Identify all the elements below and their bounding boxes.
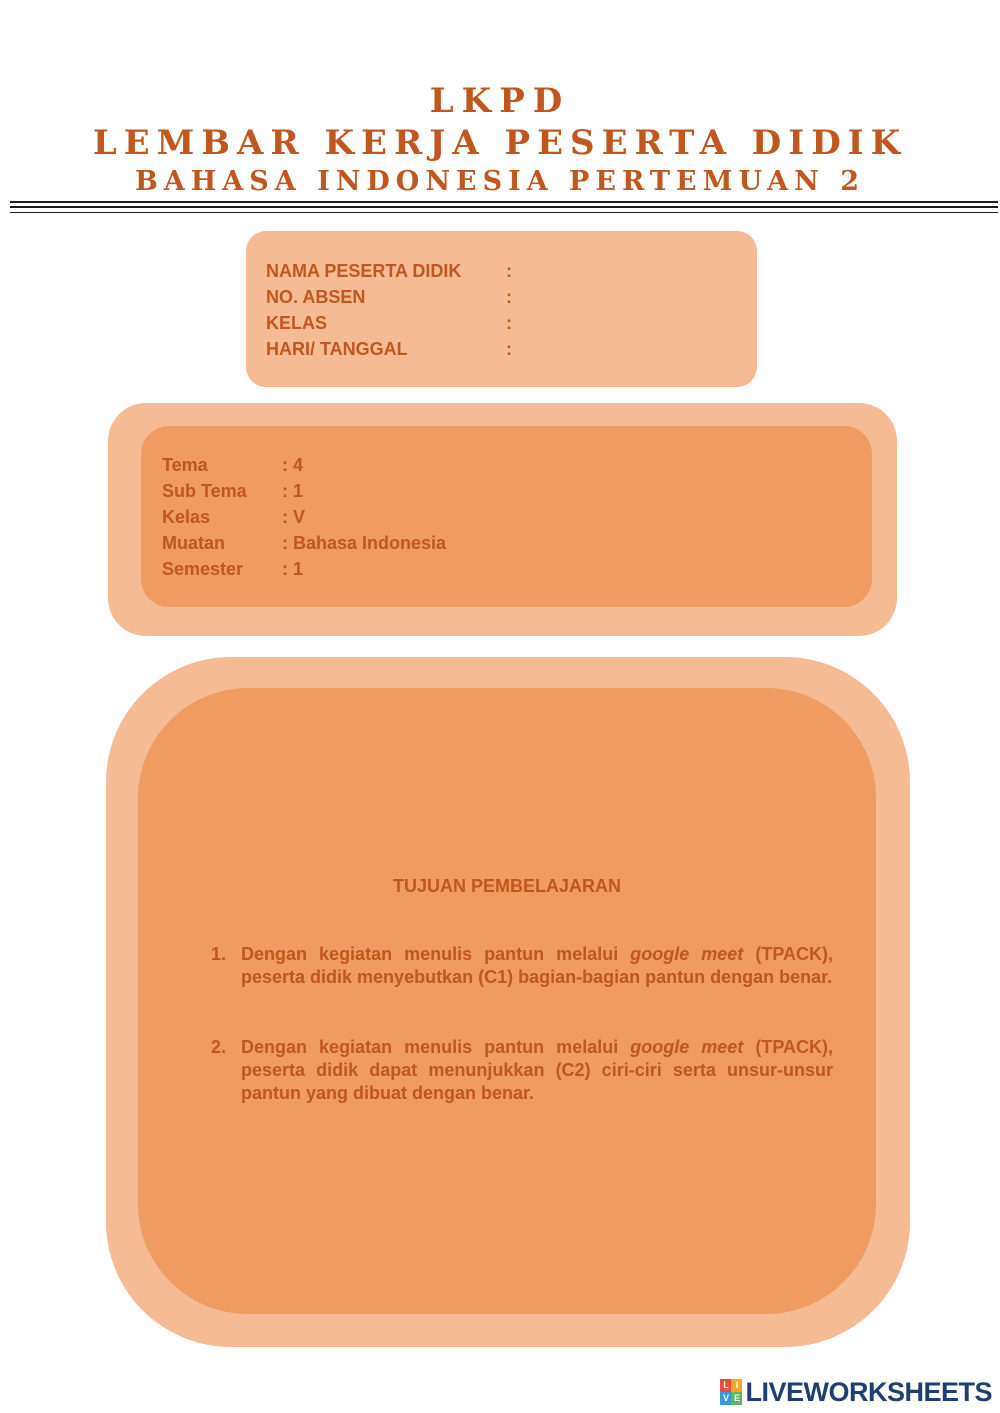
header-title-lkpd: LKPD — [429, 81, 571, 121]
subject-row-kelas — [162, 504, 305, 530]
subject-label: Tema — [162, 455, 208, 475]
objective-text-end: (TPACK), peserta didik menyebutkan (C1) bagian-bagian pantun dengan benar. — [241, 944, 834, 987]
watermark-text: LIVEWORKSHEETS — [745, 1376, 992, 1407]
subject-value: : 1 — [282, 481, 304, 501]
subject-row-tema — [162, 452, 303, 478]
identity-separator: : — [506, 313, 512, 333]
identity-label-kelas: KELAS — [266, 313, 328, 333]
objective-number: 2. — [211, 1037, 227, 1057]
objective-text — [241, 1036, 833, 1105]
objective-text-end: (TPACK), peserta didik dapat menunjukkan (C2) ciri-ciri serta unsur-unsur pantun yang dibuat dengan benar. — [241, 1037, 834, 1103]
logo-letter: I — [731, 1379, 742, 1392]
identity-row-name — [266, 258, 512, 284]
subject-label: Muatan — [162, 533, 225, 553]
identity-label-name: NAMA PESERTA DIDIK — [266, 261, 462, 281]
header-subtitle: BAHASA INDONESIA PERTEMUAN 2 — [135, 166, 865, 197]
objectives-title: TUJUAN PEMBELAJARAN — [392, 876, 621, 896]
subject-label: Sub Tema — [162, 481, 247, 501]
objective-item-1 — [211, 943, 833, 989]
header-title-full: LEMBAR KERJA PESERTA DIDIK — [92, 123, 908, 163]
subject-info-box — [108, 403, 897, 636]
subject-row-subtema — [162, 478, 303, 504]
objective-text-start: Dengan kegiatan menulis pantun melalui — [241, 944, 631, 964]
subject-info-inner — [141, 426, 872, 607]
subject-value: : Bahasa Indonesia — [282, 533, 447, 553]
identity-label-absen: NO. ABSEN — [266, 287, 366, 307]
learning-objectives-box — [106, 657, 910, 1347]
objective-number: 1. — [211, 944, 227, 964]
objective-item-2 — [211, 1036, 833, 1105]
identity-separator: : — [506, 261, 512, 281]
identity-row-absen — [266, 284, 512, 310]
subject-label: Semester — [162, 559, 244, 579]
logo-letter: L — [720, 1379, 731, 1392]
subject-value: : V — [282, 507, 306, 527]
learning-objectives-inner — [138, 688, 876, 1314]
objective-text-start: Dengan kegiatan menulis pantun melalui — [241, 1037, 631, 1057]
objective-emphasis: google meet — [630, 944, 744, 964]
subject-row-muatan — [162, 530, 446, 556]
student-identity-box — [246, 231, 757, 387]
identity-separator: : — [506, 339, 512, 359]
identity-row-kelas — [266, 310, 512, 336]
objective-text — [241, 943, 833, 989]
worksheet-header — [0, 80, 1000, 200]
logo-letter: V — [720, 1392, 731, 1405]
header-rule-top — [10, 201, 998, 203]
logo-letter: E — [731, 1392, 742, 1405]
subject-label: Kelas — [162, 507, 211, 527]
subject-row-semester — [162, 556, 303, 582]
identity-label-date: HARI/ TANGGAL — [266, 339, 408, 359]
subject-value: : 1 — [282, 559, 304, 579]
identity-row-date — [266, 336, 512, 362]
objective-emphasis: google meet — [630, 1037, 744, 1057]
identity-separator: : — [506, 287, 512, 307]
subject-value: : 4 — [282, 455, 304, 475]
header-rule-bottom — [10, 212, 998, 213]
header-rule-middle — [10, 206, 998, 208]
liveworksheets-watermark — [720, 1377, 992, 1407]
liveworksheets-logo-icon — [720, 1379, 742, 1405]
